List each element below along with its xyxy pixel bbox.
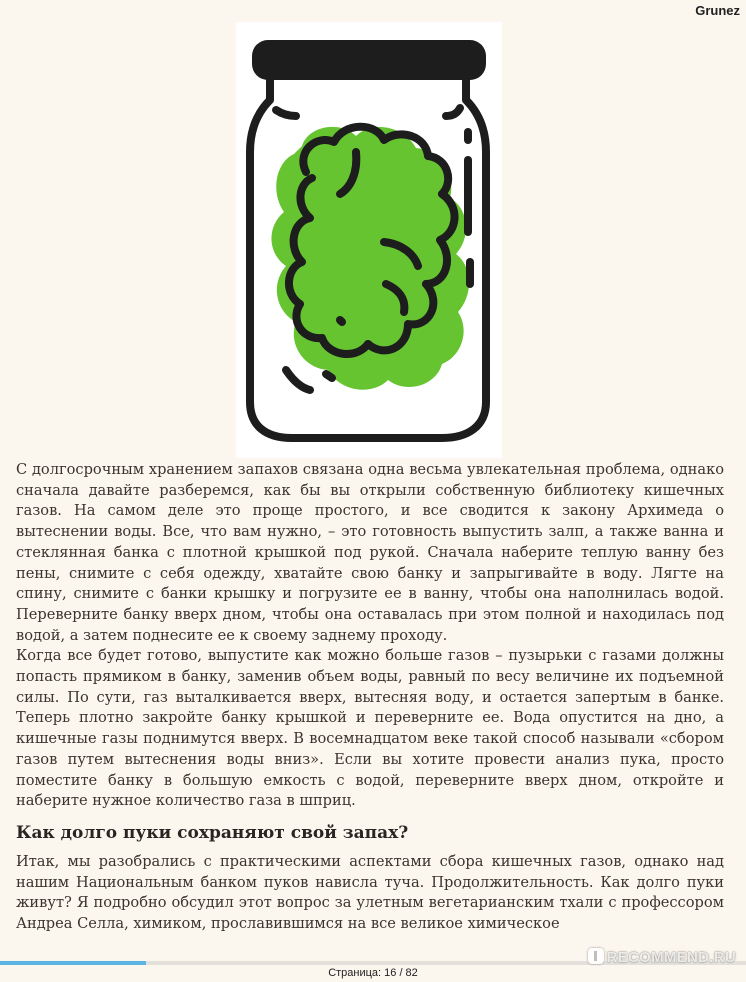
jar-illustration	[236, 22, 502, 458]
recommend-watermark	[588, 948, 736, 966]
paragraph-1: С долгосрочным хранением запахов связана одна весьма увлекательная проблема, однако сначала давайте разберемся, как бы вы открыли собственную библиотеку кишечных газов. На самом деле это проще простого, и все сводится к закону Архимеда о вытеснении воды. Все, что вам нужно, – это готовность выпустить залп, а также ванна и стеклянная банка с плотной крышкой под рукой. Сначала наберите теплую ванну без пены, снимите с себя одежду, хватайте свою банку и запрыгивайте в воду. Лягте на спину, снимите с банки крышку и погрузите ее в ванну, чтобы она наполнилась водой. Переверните банку вверх дном, чтобы она оставалась при этом полной и находилась под водой, а затем поднесите ее к своему заднему проходу.	[16, 461, 724, 644]
paragraph-2: Когда все будет готово, выпустите как можно больше газов – пузырьки с газами должны попасть прямиком в банку, заменив объем воды, равный по весу величине их подъемной силы. По сути, газ выталкивается вверх, вытесняя воду, и остается запертым в банке. Теперь плотно закройте банку крышкой и переверните ее. Вода опустится на дно, а кишечные газы поднимутся вверх. В восемнадцатом веке такой способ называли «сбором газов путем вытеснения воды вниз». Если вы хотите провести анализ пука, просто поместите банку в большую емкость с водой, переверните вверх дном, откройте и наберите нужное количество газа в шприц.	[16, 647, 724, 810]
username-label: Grunez	[695, 3, 740, 18]
reading-progress-fill	[0, 961, 146, 965]
page-indicator: Страница: 16 / 82	[328, 967, 418, 979]
jar-icon	[236, 22, 502, 458]
watermark-text: RECOMMEND.RU	[606, 949, 736, 966]
section-heading: Как долго пуки сохраняют свой запах?	[16, 822, 409, 843]
recommend-logo-icon	[588, 948, 604, 964]
book-page-content	[16, 460, 724, 935]
paragraph-3: Итак, мы разобрались с практическими аспектами сбора кишечных газов, однако над нашим Национальным банком пуков нависла туча. Продолжительность. Как долго пуки живут? Я подробно обсудил этот вопрос за улетным вегетарианским тхали с профессором Андреа Селла, химиком, прославившимся на все великое химическое	[16, 852, 724, 933]
